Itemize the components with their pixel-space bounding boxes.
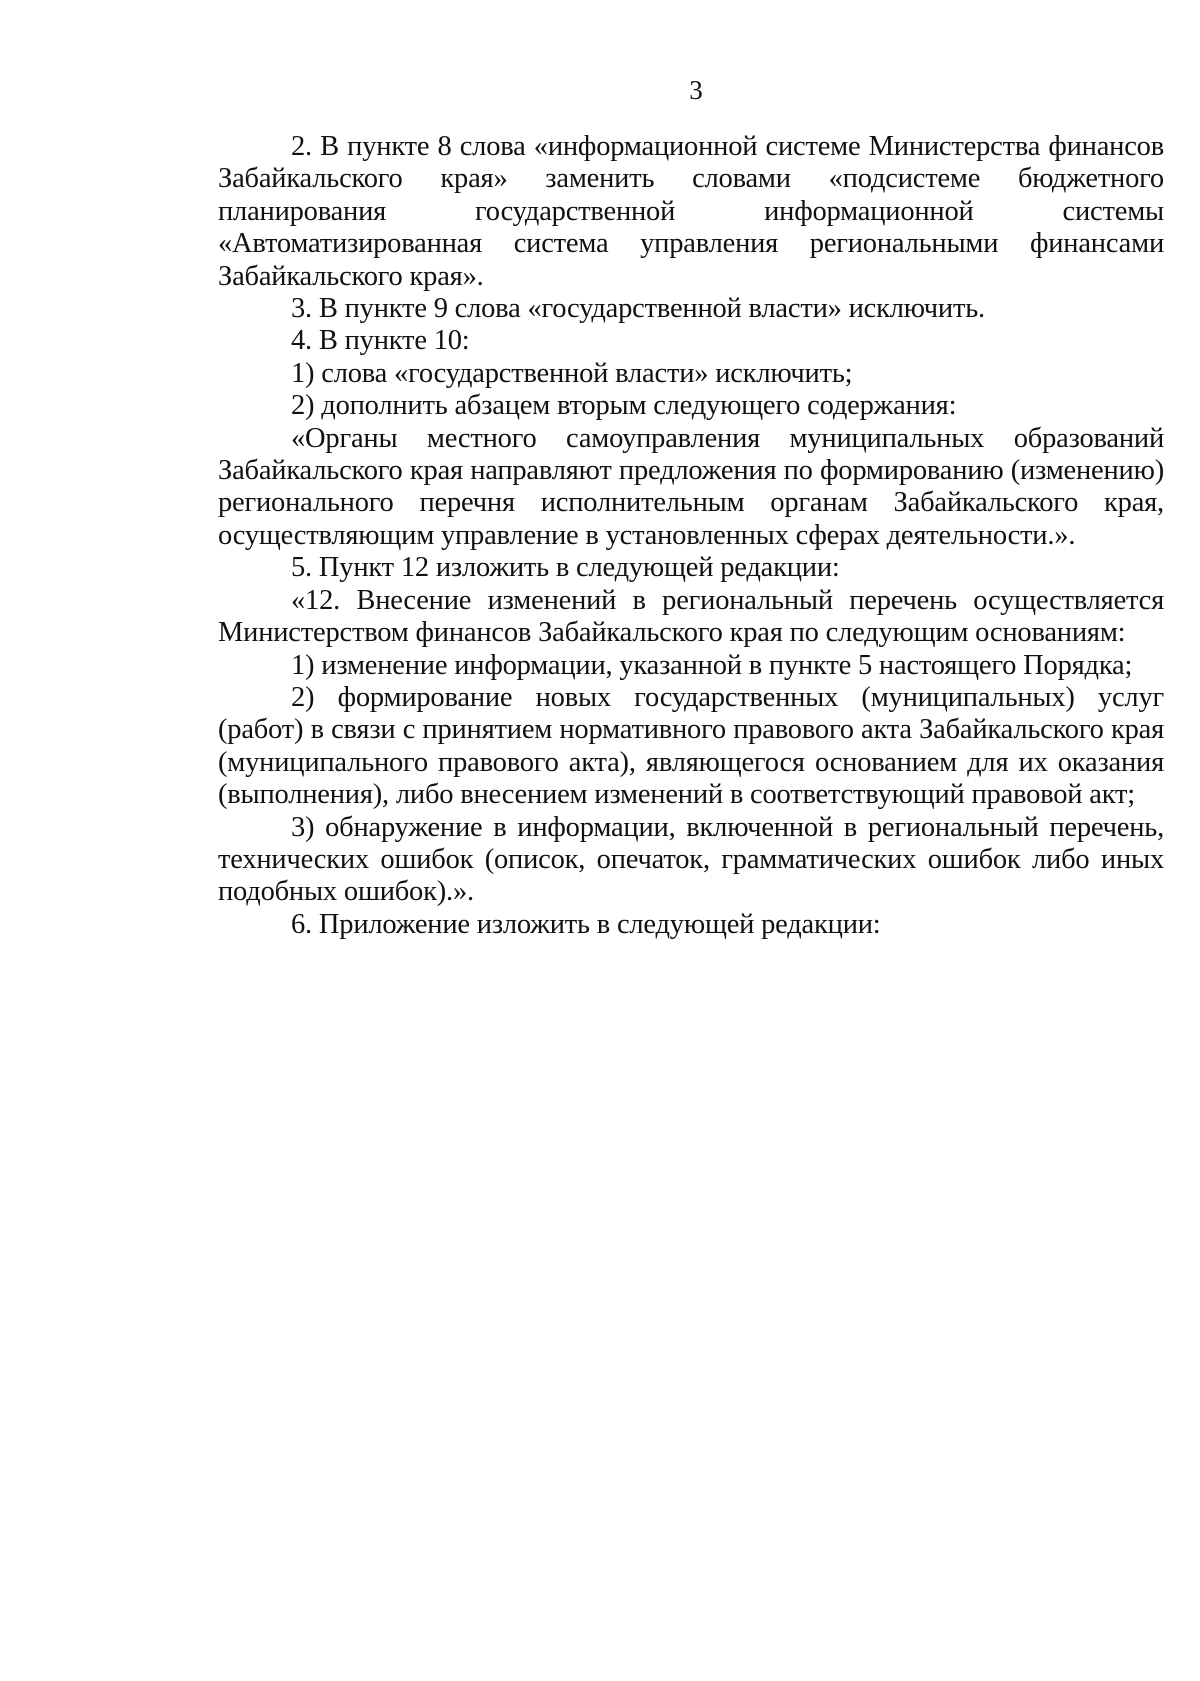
paragraph-subitem-4-1: 1) слова «государственной власти» исключить; xyxy=(291,357,853,389)
paragraph-point-12-ground-1: 1) изменение информации, указанной в пункте 5 настоящего Порядка; xyxy=(291,649,1133,681)
paragraph-point-12-ground-3: 3) обнаружение в информации, включенной в региональный перечень, технических ошибок (описок, опечаток, грамматических ошибок либо иных подобных ошибок).». xyxy=(218,811,1164,908)
paragraph-point-12: «12. Внесение изменений в региональный перечень осуществляется Министерством финансов Забайкальского края по следующим основаниям: xyxy=(218,584,1164,649)
paragraph-quoted-addition: «Органы местного самоуправления муниципальных образований Забайкальского края направляют предложения по формированию (изменению) регионального перечня исполнительным органам Забайкальского края, осуществляющим управление в установленных сферах деятельности.». xyxy=(218,422,1164,551)
paragraph-point-12-ground-2: 2) формирование новых государственных (муниципальных) услуг (работ) в связи с принятием нормативного правового акта Забайкальского края (муниципального правового акта), являющегося основанием для их оказания (выполнения), либо внесением изменений в соответствующий правовой акт; xyxy=(218,681,1164,811)
document-body xyxy=(218,131,1164,941)
paragraph-item-3: 3. В пункте 9 слова «государственной власти» исключить. xyxy=(291,293,985,325)
page-number: 3 xyxy=(689,75,703,105)
paragraph-item-4: 4. В пункте 10: xyxy=(291,325,470,357)
paragraph-item-5: 5. Пункт 12 изложить в следующей редакции: xyxy=(291,552,840,584)
paragraph-item-6: 6. Приложение изложить в следующей редакции: xyxy=(291,908,881,940)
paragraph-item-2: 2. В пункте 8 слова «информационной системе Министерства финансов Забайкальского края» заменить словами «подсистеме бюджетного планирования государственной информационной системы «Автоматизированная система управления региональными финансами Забайкальского края». xyxy=(218,131,1164,292)
paragraph-subitem-4-2: 2) дополнить абзацем вторым следующего содержания: xyxy=(291,390,957,422)
